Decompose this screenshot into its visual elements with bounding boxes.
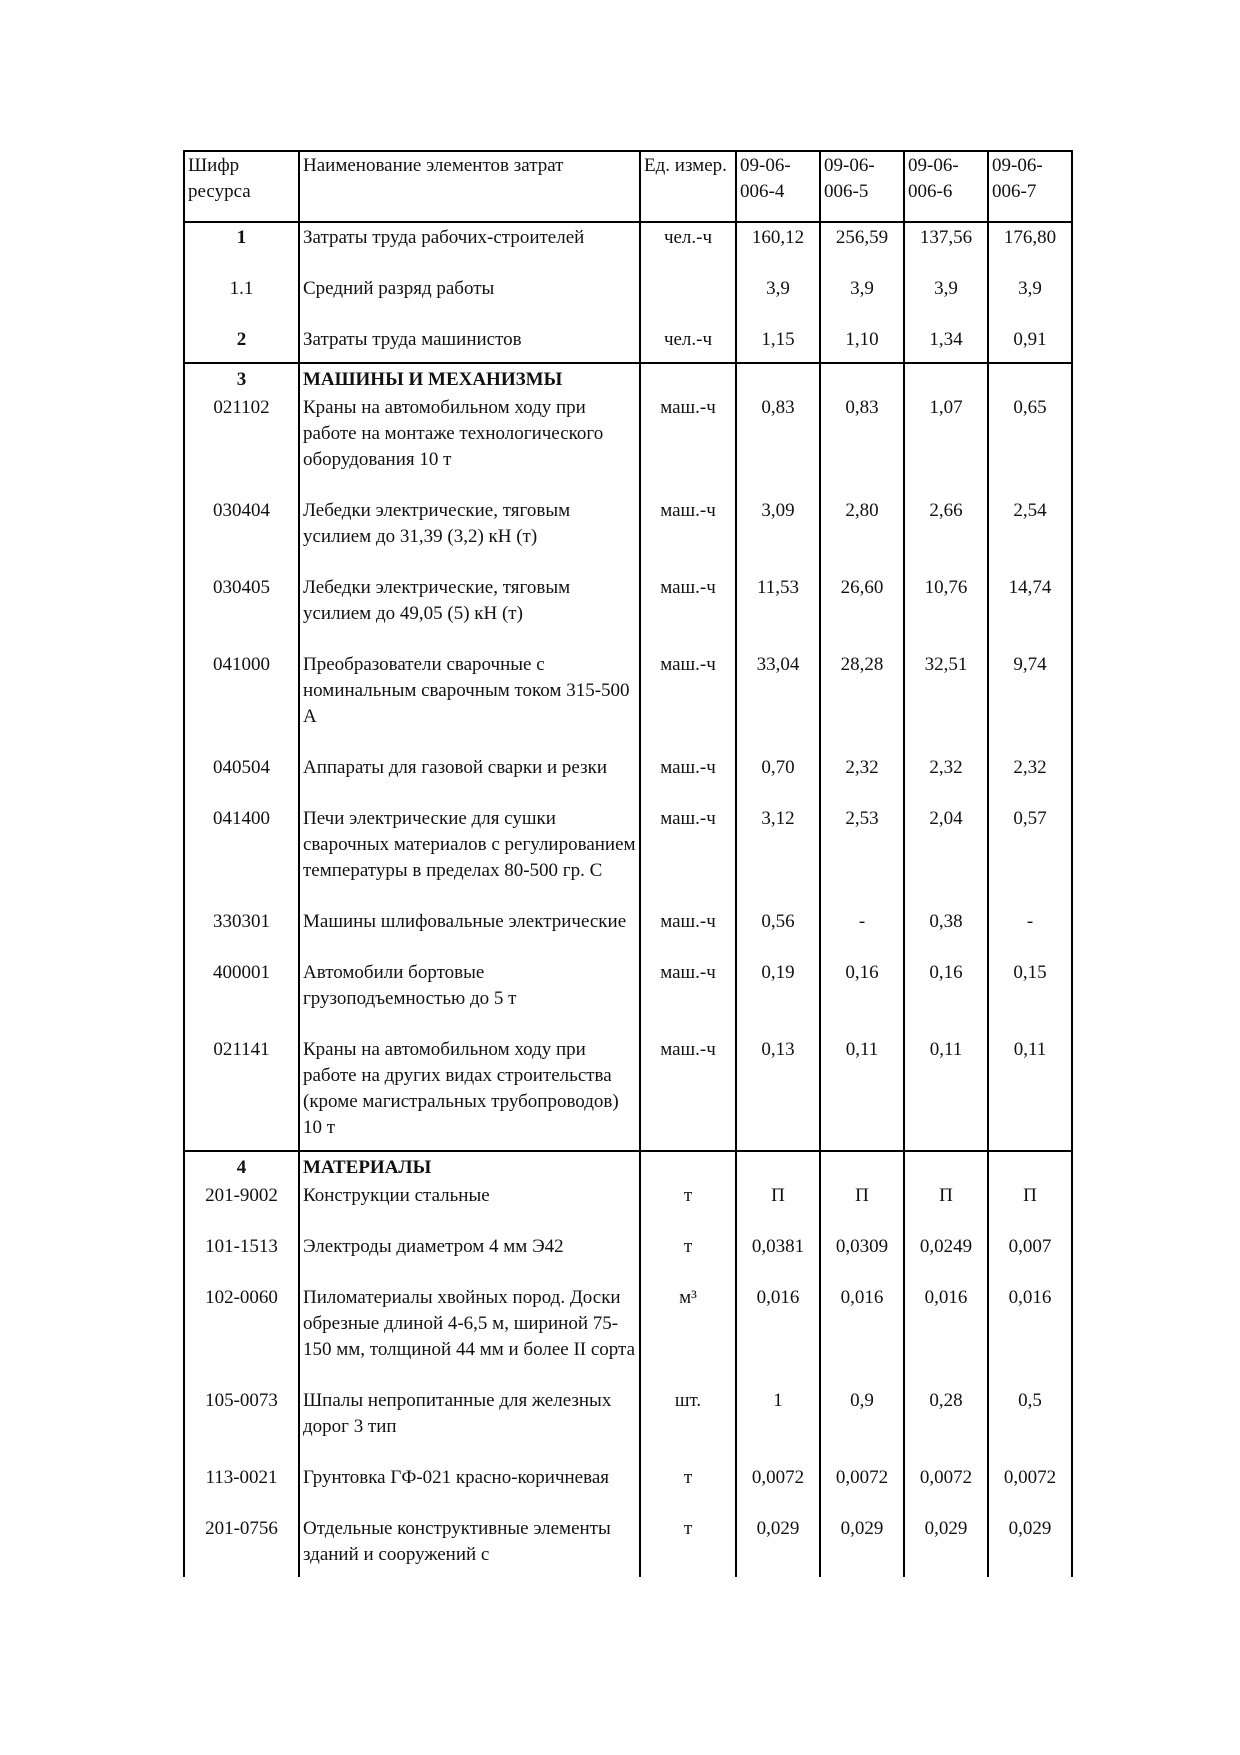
section-empty-cell — [640, 363, 736, 393]
table-row — [184, 311, 1072, 363]
row-value-1: 160,12 — [736, 222, 820, 260]
section-empty-cell — [904, 363, 988, 393]
row-value-2: 0,016 — [820, 1269, 904, 1372]
row-value-3: 0,16 — [904, 944, 988, 1021]
row-value-2: 1,10 — [820, 311, 904, 363]
row-unit: чел.-ч — [640, 222, 736, 260]
table-row — [184, 1372, 1072, 1449]
section-title: МАТЕРИАЛЫ — [299, 1151, 640, 1181]
row-value-3: 1,34 — [904, 311, 988, 363]
row-name: Краны на автомобильном ходу при работе на других видах строительства (кроме магистральных трубопроводов) 10 т — [299, 1021, 640, 1151]
row-unit: т — [640, 1449, 736, 1500]
table-row — [184, 1449, 1072, 1500]
row-value-1: 0,0381 — [736, 1218, 820, 1269]
row-value-4: 0,91 — [988, 311, 1072, 363]
row-value-2: 0,11 — [820, 1021, 904, 1151]
row-value-1: П — [736, 1181, 820, 1218]
row-name: Преобразователи сварочные с номинальным сварочным током 315-500 А — [299, 636, 640, 739]
row-unit: м³ — [640, 1269, 736, 1372]
table-row — [184, 393, 1072, 482]
row-name: Лебедки электрические, тяговым усилием до 49,05 (5) кН (т) — [299, 559, 640, 636]
row-value-2: 28,28 — [820, 636, 904, 739]
row-name: Краны на автомобильном ходу при работе на монтаже технологического оборудования 10 т — [299, 393, 640, 482]
row-value-3: 0,28 — [904, 1372, 988, 1449]
row-value-4: 0,016 — [988, 1269, 1072, 1372]
header-col-4: 09-06- 006-7 — [988, 151, 1072, 222]
row-value-1: 3,12 — [736, 790, 820, 893]
section-empty-cell — [736, 363, 820, 393]
row-value-3: П — [904, 1181, 988, 1218]
row-name: Автомобили бортовые грузоподъемностью до 5 т — [299, 944, 640, 1021]
row-name: Затраты труда машинистов — [299, 311, 640, 363]
row-value-2: 3,9 — [820, 260, 904, 311]
row-name: Конструкции стальные — [299, 1181, 640, 1218]
row-value-2: 0,9 — [820, 1372, 904, 1449]
row-unit: маш.-ч — [640, 739, 736, 790]
row-unit: маш.-ч — [640, 944, 736, 1021]
resource-cost-table — [183, 150, 1073, 1577]
row-unit: маш.-ч — [640, 393, 736, 482]
row-value-1: 0,13 — [736, 1021, 820, 1151]
row-value-4: - — [988, 893, 1072, 944]
row-unit — [640, 260, 736, 311]
table-row — [184, 893, 1072, 944]
row-name: Электроды диаметром 4 мм Э42 — [299, 1218, 640, 1269]
row-name: Пиломатериалы хвойных пород. Доски обрезные длиной 4-6,5 м, шириной 75-150 мм, толщиной 44 мм и более II сорта — [299, 1269, 640, 1372]
row-name: Печи электрические для сушки сварочных материалов с регулированием температуры в пределах 80-500 гр. С — [299, 790, 640, 893]
table-row — [184, 739, 1072, 790]
row-value-3: 32,51 — [904, 636, 988, 739]
row-unit: чел.-ч — [640, 311, 736, 363]
section-empty-cell — [640, 1151, 736, 1181]
row-value-1: 0,0072 — [736, 1449, 820, 1500]
row-unit: т — [640, 1218, 736, 1269]
row-code: 330301 — [184, 893, 299, 944]
section-empty-cell — [904, 1151, 988, 1181]
row-name: Лебедки электрические, тяговым усилием до 31,39 (3,2) кН (т) — [299, 482, 640, 559]
row-value-2: 0,029 — [820, 1500, 904, 1577]
table-row — [184, 559, 1072, 636]
row-value-3: 0,11 — [904, 1021, 988, 1151]
row-name: Средний разряд работы — [299, 260, 640, 311]
row-value-1: 11,53 — [736, 559, 820, 636]
row-code: 102-0060 — [184, 1269, 299, 1372]
table-row — [184, 636, 1072, 739]
row-value-4: 3,9 — [988, 260, 1072, 311]
row-value-1: 0,016 — [736, 1269, 820, 1372]
row-unit: маш.-ч — [640, 790, 736, 893]
row-value-2: 26,60 — [820, 559, 904, 636]
row-value-3: 2,04 — [904, 790, 988, 893]
section-empty-cell — [988, 363, 1072, 393]
row-value-4: 176,80 — [988, 222, 1072, 260]
table-row — [184, 482, 1072, 559]
table-row — [184, 1181, 1072, 1218]
row-value-1: 1 — [736, 1372, 820, 1449]
section-empty-cell — [820, 1151, 904, 1181]
table-row — [184, 1269, 1072, 1372]
row-code: 030405 — [184, 559, 299, 636]
row-name: Аппараты для газовой сварки и резки — [299, 739, 640, 790]
section-empty-cell — [736, 1151, 820, 1181]
header-col-3: 09-06- 006-6 — [904, 151, 988, 222]
row-value-4: 0,0072 — [988, 1449, 1072, 1500]
table-row — [184, 222, 1072, 260]
row-unit: маш.-ч — [640, 1021, 736, 1151]
row-code: 021102 — [184, 393, 299, 482]
row-name: Шпалы непропитанные для железных дорог 3 тип — [299, 1372, 640, 1449]
row-name: Машины шлифовальные электрические — [299, 893, 640, 944]
section-empty-cell — [820, 363, 904, 393]
row-value-3: 0,029 — [904, 1500, 988, 1577]
row-value-2: 0,0309 — [820, 1218, 904, 1269]
row-code: 021141 — [184, 1021, 299, 1151]
row-unit: маш.-ч — [640, 559, 736, 636]
table-row — [184, 1500, 1072, 1577]
row-value-4: 2,32 — [988, 739, 1072, 790]
header-name: Наименование элементов затрат — [299, 151, 640, 222]
section-code: 3 — [184, 363, 299, 393]
table-row — [184, 1021, 1072, 1151]
row-code: 201-0756 — [184, 1500, 299, 1577]
row-value-3: 0,0072 — [904, 1449, 988, 1500]
row-code: 101-1513 — [184, 1218, 299, 1269]
row-code: 113-0021 — [184, 1449, 299, 1500]
header-unit: Ед. измер. — [640, 151, 736, 222]
row-value-3: 0,016 — [904, 1269, 988, 1372]
row-value-1: 0,029 — [736, 1500, 820, 1577]
row-code: 1.1 — [184, 260, 299, 311]
table-row — [184, 944, 1072, 1021]
row-value-3: 137,56 — [904, 222, 988, 260]
table-header-row — [184, 151, 1072, 222]
row-code: 041400 — [184, 790, 299, 893]
row-code: 030404 — [184, 482, 299, 559]
row-unit: т — [640, 1181, 736, 1218]
header-col-2: 09-06- 006-5 — [820, 151, 904, 222]
row-value-4: 2,54 — [988, 482, 1072, 559]
row-value-2: - — [820, 893, 904, 944]
row-value-4: 0,15 — [988, 944, 1072, 1021]
table-row — [184, 260, 1072, 311]
row-value-3: 2,32 — [904, 739, 988, 790]
row-code: 2 — [184, 311, 299, 363]
row-name: Грунтовка ГФ-021 красно-коричневая — [299, 1449, 640, 1500]
row-value-1: 0,56 — [736, 893, 820, 944]
row-value-2: 2,32 — [820, 739, 904, 790]
header-code: Шифр ресурса — [184, 151, 299, 222]
section-empty-cell — [988, 1151, 1072, 1181]
row-value-4: П — [988, 1181, 1072, 1218]
row-value-1: 3,09 — [736, 482, 820, 559]
row-value-1: 33,04 — [736, 636, 820, 739]
row-value-3: 10,76 — [904, 559, 988, 636]
section-title: МАШИНЫ И МЕХАНИЗМЫ — [299, 363, 640, 393]
row-name: Затраты труда рабочих-строителей — [299, 222, 640, 260]
section-header-row — [184, 1151, 1072, 1181]
header-col-1: 09-06- 006-4 — [736, 151, 820, 222]
row-unit: маш.-ч — [640, 482, 736, 559]
row-value-3: 0,38 — [904, 893, 988, 944]
row-value-4: 9,74 — [988, 636, 1072, 739]
row-unit: шт. — [640, 1372, 736, 1449]
row-value-3: 1,07 — [904, 393, 988, 482]
row-value-1: 3,9 — [736, 260, 820, 311]
row-value-4: 0,5 — [988, 1372, 1072, 1449]
row-value-3: 0,0249 — [904, 1218, 988, 1269]
row-code: 105-0073 — [184, 1372, 299, 1449]
row-value-1: 1,15 — [736, 311, 820, 363]
row-value-4: 0,007 — [988, 1218, 1072, 1269]
row-value-4: 0,11 — [988, 1021, 1072, 1151]
row-value-2: 0,16 — [820, 944, 904, 1021]
row-code: 201-9002 — [184, 1181, 299, 1218]
row-value-3: 3,9 — [904, 260, 988, 311]
row-code: 040504 — [184, 739, 299, 790]
row-value-2: 2,80 — [820, 482, 904, 559]
row-unit: маш.-ч — [640, 636, 736, 739]
row-value-2: 2,53 — [820, 790, 904, 893]
row-name: Отдельные конструктивные элементы зданий и сооружений с — [299, 1500, 640, 1577]
row-value-1: 0,83 — [736, 393, 820, 482]
table-row — [184, 1218, 1072, 1269]
row-unit: т — [640, 1500, 736, 1577]
row-value-2: 0,0072 — [820, 1449, 904, 1500]
row-value-4: 0,57 — [988, 790, 1072, 893]
row-value-1: 0,70 — [736, 739, 820, 790]
row-code: 400001 — [184, 944, 299, 1021]
section-code: 4 — [184, 1151, 299, 1181]
row-unit: маш.-ч — [640, 893, 736, 944]
row-value-4: 0,029 — [988, 1500, 1072, 1577]
row-value-2: 256,59 — [820, 222, 904, 260]
row-value-3: 2,66 — [904, 482, 988, 559]
section-header-row — [184, 363, 1072, 393]
row-value-4: 0,65 — [988, 393, 1072, 482]
row-value-2: 0,83 — [820, 393, 904, 482]
row-value-4: 14,74 — [988, 559, 1072, 636]
row-code: 041000 — [184, 636, 299, 739]
row-value-2: П — [820, 1181, 904, 1218]
row-code: 1 — [184, 222, 299, 260]
table-row — [184, 790, 1072, 893]
row-value-1: 0,19 — [736, 944, 820, 1021]
